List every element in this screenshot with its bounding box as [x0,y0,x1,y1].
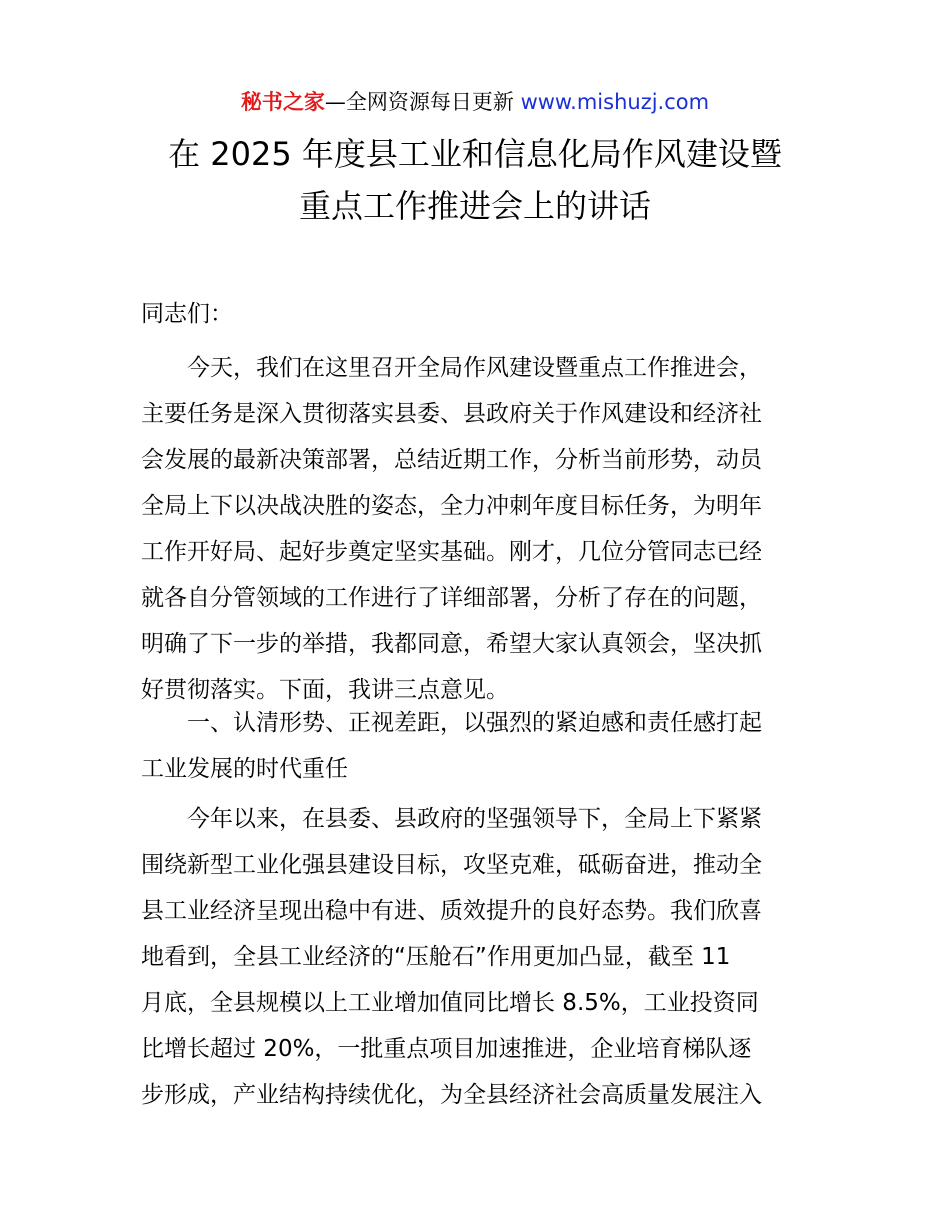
paragraph-line: 地看到，全县工业经济的“压舱石”作用更加凸显，截至 11 [141,944,731,970]
paragraph-line: 明确了下一步的举措，我都同意，希望大家认真领会，坚决抓 [141,631,762,657]
paragraph-line: 工作开好局、起好步奠定坚实基础。刚才，几位分管同志已经 [141,539,762,565]
document-title-line-1: 在 2025 年度县工业和信息化局作风建设暨 [168,135,782,173]
site-url-link[interactable]: www.mishuzj.com [520,90,710,114]
paragraph-line: 今年以来，在县委、县政府的坚强领导下，全局上下紧紧 [187,806,762,832]
paragraph-line: 就各自分管领域的工作进行了详细部署，分析了存在的问题， [141,585,762,611]
paragraph-line: 步形成，产业结构持续优化，为全县经济社会高质量发展注入 [141,1082,762,1108]
paragraph-line: 今天，我们在这里召开全局作风建设暨重点工作推进会， [187,355,762,381]
salutation: 同志们： [141,301,233,327]
paragraph-line: 好贯彻落实。下面，我讲三点意见。 [141,677,509,703]
paragraph-situation [141,796,831,1118]
paragraph-line: 比增长超过 20%，一批重点项目加速推进，企业培育梯队逐 [141,1036,752,1062]
document-title-line-2: 重点工作推进会上的讲话 [298,187,651,225]
paragraph-line: 会发展的最新决策部署，总结近期工作，分析当前形势，动员 [141,447,762,473]
paragraph-line: 主要任务是深入贯彻落实县委、县政府关于作风建设和经济社 [141,401,762,427]
section-heading-1 [141,700,831,792]
site-header [0,86,950,118]
heading-line: 工业发展的时代重任 [141,756,348,782]
paragraph-line: 县工业经济呈现出稳中有进、质效提升的良好态势。我们欣喜 [141,898,762,924]
paragraph-line: 月底，全县规模以上工业增加值同比增长 8.5%，工业投资同 [141,990,759,1016]
paragraph-opening [141,345,831,713]
heading-line: 一、认清形势、正视差距，以强烈的紧迫感和责任感打起 [187,710,762,736]
brand-name: 秘书之家 [240,90,325,114]
paragraph-line: 围绕新型工业化强县建设目标，攻坚克难，砥砺奋进，推动全 [141,852,762,878]
header-tagline: —全网资源每日更新 [324,90,521,114]
paragraph-line: 全局上下以决战决胜的姿态，全力冲刺年度目标任务，为明年 [141,493,762,519]
